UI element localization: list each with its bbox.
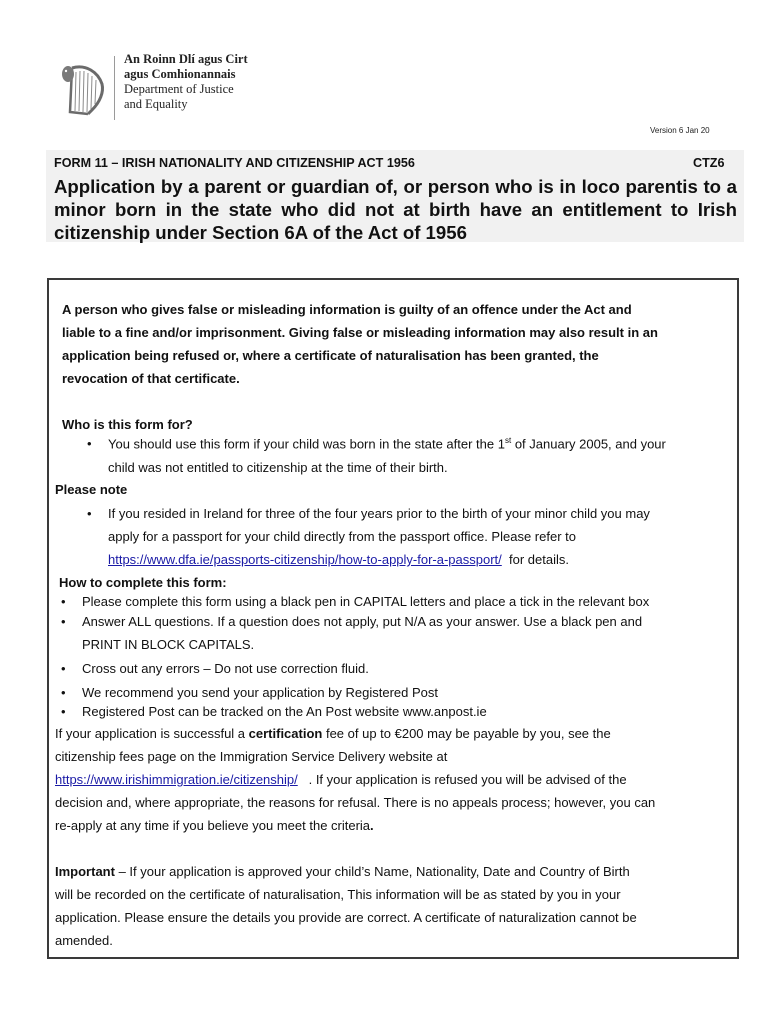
note-line-3: https://www.dfa.ie/passports-citizenship/how-to-apply-for-a-passport/ for details. (108, 552, 569, 567)
important-line-2: will be recorded on the certificate of naturalisation, This information will be as stated by you in your (55, 887, 621, 902)
dept-name-irish-1: An Roinn Dlí agus Cirt (124, 52, 248, 66)
warning-line: revocation of that certificate. (62, 371, 240, 386)
how-item-1: Please complete this form using a black pen in CAPITAL letters and place a tick in the relevant box (82, 594, 650, 609)
important-line-3: application. Please ensure the details you provide are correct. A certificate of naturalization cannot be (55, 910, 637, 925)
warning-line: A person who gives false or misleading information is guilty of an offence under the Act and (62, 302, 632, 317)
important-line-1: Important – If your application is approved your child’s Name, Nationality, Date and Country of Birth (55, 864, 630, 879)
logo-divider (114, 56, 115, 120)
version-label: Version 6 Jan 20 (650, 126, 710, 135)
how-item-2: Answer ALL questions. If a question does not apply, put N/A as your answer. Use a black pen and (82, 614, 643, 629)
bullet-icon: • (61, 661, 66, 676)
how-item-5: Registered Post can be tracked on the An Post website www.anpost.ie (82, 704, 487, 719)
fee-line-1: If your application is successful a certification fee of up to €200 may be payable by you, see the (55, 726, 611, 741)
bullet-icon: • (87, 506, 92, 521)
please-note-heading: Please note (55, 482, 128, 497)
harp-icon (58, 62, 108, 118)
who-heading: Who is this form for? (62, 417, 193, 432)
bullet-icon: • (61, 594, 66, 609)
dept-name-english-2: and Equality (124, 97, 188, 111)
bullet-icon: • (61, 704, 66, 719)
form-title: Application by a parent or guardian of, or person who is in loco parentis to a minor born in the state who did not at birth have an entitlement to Irish citizenship under Section 6A of the Act of 1956 (54, 176, 737, 243)
fee-line-5: re-apply at any time if you believe you meet the criteria. (55, 818, 374, 833)
fee-line-4: decision and, where appropriate, the reasons for refusal. There is no appeals process; however, you can (55, 795, 656, 810)
fee-line-2: citizenship fees page on the Immigration Service Delivery website at (55, 749, 448, 764)
dept-name-english-1: Department of Justice (124, 82, 234, 96)
important-label: Important (55, 864, 115, 879)
form-reference: CTZ6 (693, 156, 725, 170)
bullet-icon: • (61, 614, 66, 629)
how-item-3: Cross out any errors – Do not use correction fluid. (82, 661, 369, 676)
warning-line: liable to a fine and/or imprisonment. Giving false or misleading information may also result in an (62, 325, 658, 340)
bullet-icon: • (61, 685, 66, 700)
passport-link[interactable]: https://www.dfa.ie/passports-citizenship/how-to-apply-for-a-passport/ (108, 552, 502, 567)
note-line-2: apply for a passport for your child directly from the passport office. Please refer to (108, 529, 576, 544)
department-logo (58, 52, 268, 124)
bullet-icon: • (87, 436, 92, 451)
immigration-link[interactable]: https://www.irishimmigration.ie/citizenship/ (55, 772, 298, 787)
how-item-2-cont: PRINT IN BLOCK CAPITALS. (82, 637, 255, 652)
who-line-1: You should use this form if your child was born in the state after the 1st of January 2005, and your (108, 436, 666, 452)
fee-line-3: https://www.irishimmigration.ie/citizenship/ . If your application is refused you will be advised of the (55, 772, 627, 787)
who-line-2: child was not entitled to citizenship at the time of their birth. (108, 460, 448, 475)
how-item-4: We recommend you send your application by Registered Post (82, 685, 439, 700)
dept-name-irish-2: agus Comhionannais (124, 67, 236, 81)
how-heading: How to complete this form: (59, 575, 227, 590)
note-line-1: If you resided in Ireland for three of the four years prior to the birth of your minor child you may (108, 506, 650, 521)
instructions-box (47, 278, 739, 959)
important-line-4: amended. (55, 933, 113, 948)
department-name (124, 52, 248, 112)
warning-line: application being refused or, where a certificate of naturalisation has been granted, the (62, 348, 599, 363)
form-code: FORM 11 – IRISH NATIONALITY AND CITIZENSHIP ACT 1956 (54, 156, 415, 170)
